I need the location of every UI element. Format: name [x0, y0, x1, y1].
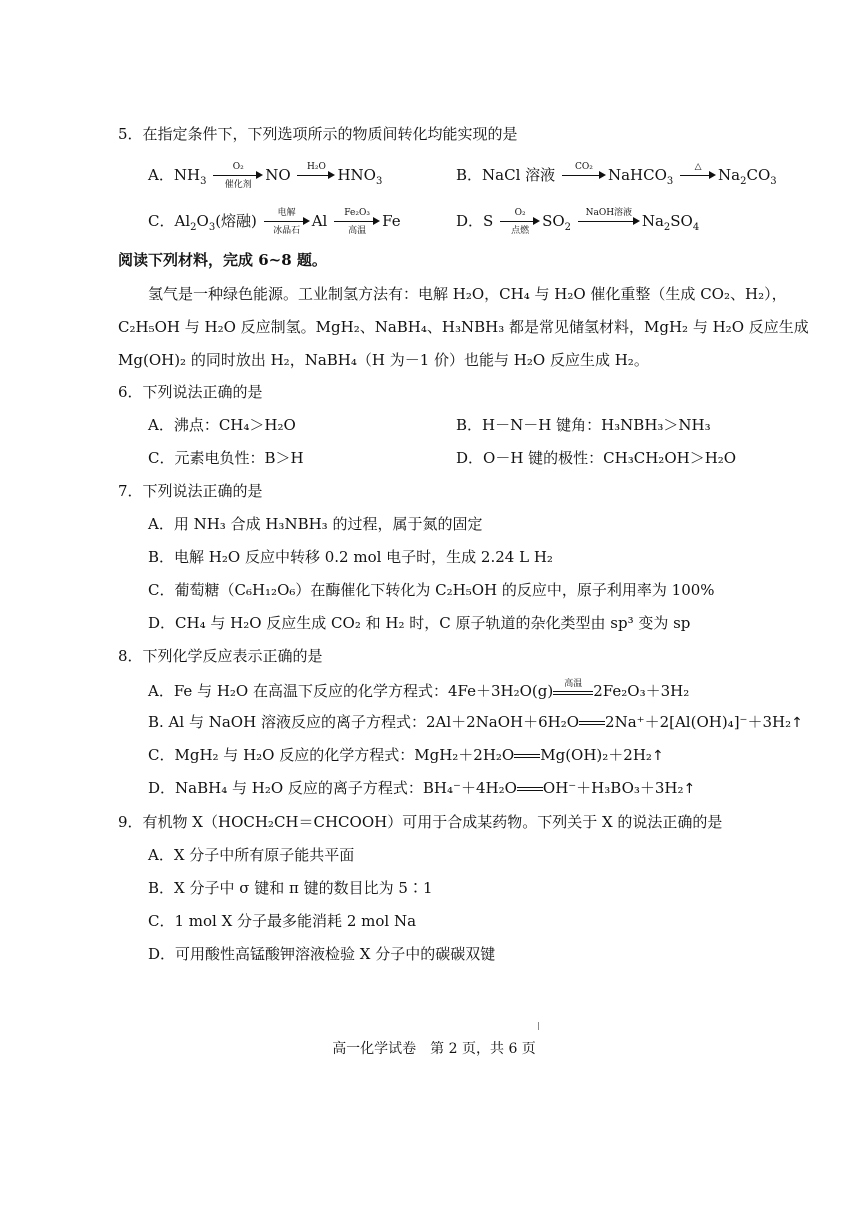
q7-option-b: B．电解 H₂O 反应中转移 0.2 mol 电子时，生成 2.24 L H₂: [148, 548, 553, 566]
gas-up-arrow-icon: ↑: [651, 748, 664, 764]
equals-sign: [514, 746, 540, 766]
q6-option-d: D．O－H 键的极性：CH₃CH₂OH＞H₂O: [456, 449, 737, 467]
reaction-arrow: O₂ 催化剂: [213, 162, 263, 190]
reaction-arrow: CO₂: [562, 162, 606, 190]
reaction-arrow: NaOH溶液: [578, 208, 640, 236]
q5-stem: 5．在指定条件下，下列选项所示的物质间转化均能实现的是: [118, 125, 518, 143]
q9-option-b: B．X 分子中 σ 键和 π 键的数目比为 5∶1: [148, 879, 433, 897]
q6-option-a: A．沸点：CH₄＞H₂O: [148, 416, 296, 434]
q5-option-b: B．NaCl 溶液 CO₂ NaHCO$_3$ △ $Na_2CO_3$: [456, 162, 777, 190]
equals-sign: [579, 713, 605, 733]
gas-up-arrow-icon: ↑: [683, 781, 696, 797]
q6-option-b: B．H－N－H 键角：H₃NBH₃＞NH₃: [456, 416, 711, 434]
gas-up-arrow-icon: ↑: [791, 715, 803, 731]
q9-stem: 9．有机物 X（HOCH₂CH＝CHCOOH）可用于合成某药物。下列关于 X 的说法正确的是: [118, 813, 723, 831]
reaction-arrow: H₂O: [297, 162, 335, 190]
q6-stem: 6．下列说法正确的是: [118, 383, 263, 401]
reaction-arrow: O₂ 点燃: [500, 208, 540, 236]
page-footer: 高一化学试卷 第 2 页，共 6 页: [332, 1041, 536, 1057]
q7-option-d: D．CH₄ 与 H₂O 反应生成 CO₂ 和 H₂ 时，C 原子轨道的杂化类型由 sp³ 变为 sp: [148, 614, 691, 632]
material-heading: 阅读下列材料，完成 6~8 题。: [118, 251, 327, 269]
reaction-arrow: Fe₂O₃ 高温: [334, 208, 380, 236]
q7-option-c: C．葡萄糖（C₆H₁₂O₆）在酶催化下转化为 C₂H₅OH 的反应中，原子利用率为 100%: [148, 581, 715, 599]
reaction-arrow: △: [680, 162, 716, 190]
q9-option-d: D．可用酸性高锰酸钾溶液检验 X 分子中的碳碳双键: [148, 945, 496, 963]
q8-option-a: A．Fe 与 H₂O 在高温下反应的化学方程式：4Fe＋3H₂O(g) 高温 2Fe₂O₃＋3H₂: [148, 679, 689, 705]
q6-option-c: C．元素电负性：B＞H: [148, 449, 304, 467]
material-line-2: C₂H₅OH 与 H₂O 反应制氢。MgH₂、NaBH₄、H₃NBH₃ 都是常见储氢材料，MgH₂ 与 H₂O 反应生成: [118, 318, 809, 336]
q8-option-c: C．MgH₂ 与 H₂O 反应的化学方程式：MgH₂＋2H₂O Mg(OH)₂＋2H₂↑: [148, 746, 664, 764]
condition-equals: 高温: [553, 679, 593, 705]
divider: [538, 1022, 539, 1030]
q5-option-a: A．$NH_3$ O₂ 催化剂 NO H₂O $HNO_3$: [148, 162, 383, 190]
q7-option-a: A．用 NH₃ 合成 H₃NBH₃ 的过程，属于氮的固定: [148, 515, 483, 533]
reaction-arrow: 电解 冰晶石: [264, 208, 310, 236]
material-line-1: 氢气是一种绿色能源。工业制氢方法有：电解 H₂O，CH₄ 与 H₂O 催化重整（生成 CO₂、H₂），: [148, 285, 787, 303]
q8-option-d: D．NaBH₄ 与 H₂O 反应的离子方程式：BH₄⁻＋4H₂O OH⁻＋H₃BO₃＋3H₂↑: [148, 779, 696, 797]
q8-stem: 8．下列化学反应表示正确的是: [118, 647, 323, 665]
q9-option-c: C．1 mol X 分子最多能消耗 2 mol Na: [148, 912, 417, 930]
q5-option-c: C．$Al_2O_3$(熔融) 电解 冰晶石 Al Fe₂O₃ 高温 Fe: [148, 208, 401, 236]
material-line-3: Mg(OH)₂ 的同时放出 H₂，NaBH₄（H 为－1 价）也能与 H₂O 反应生成 H₂。: [118, 351, 649, 369]
q5-option-d: D．S O₂ 点燃 $SO_2$ NaOH溶液 $Na_2SO_4$: [456, 208, 700, 236]
q8-option-b: B. Al 与 NaOH 溶液反应的离子方程式：2Al＋2NaOH＋6H₂O 2Na⁺＋2[Al(OH)₄]⁻＋3H₂↑: [148, 713, 803, 731]
q9-option-a: A．X 分子中所有原子能共平面: [148, 846, 355, 864]
equals-sign: [517, 779, 543, 799]
q7-stem: 7．下列说法正确的是: [118, 482, 263, 500]
